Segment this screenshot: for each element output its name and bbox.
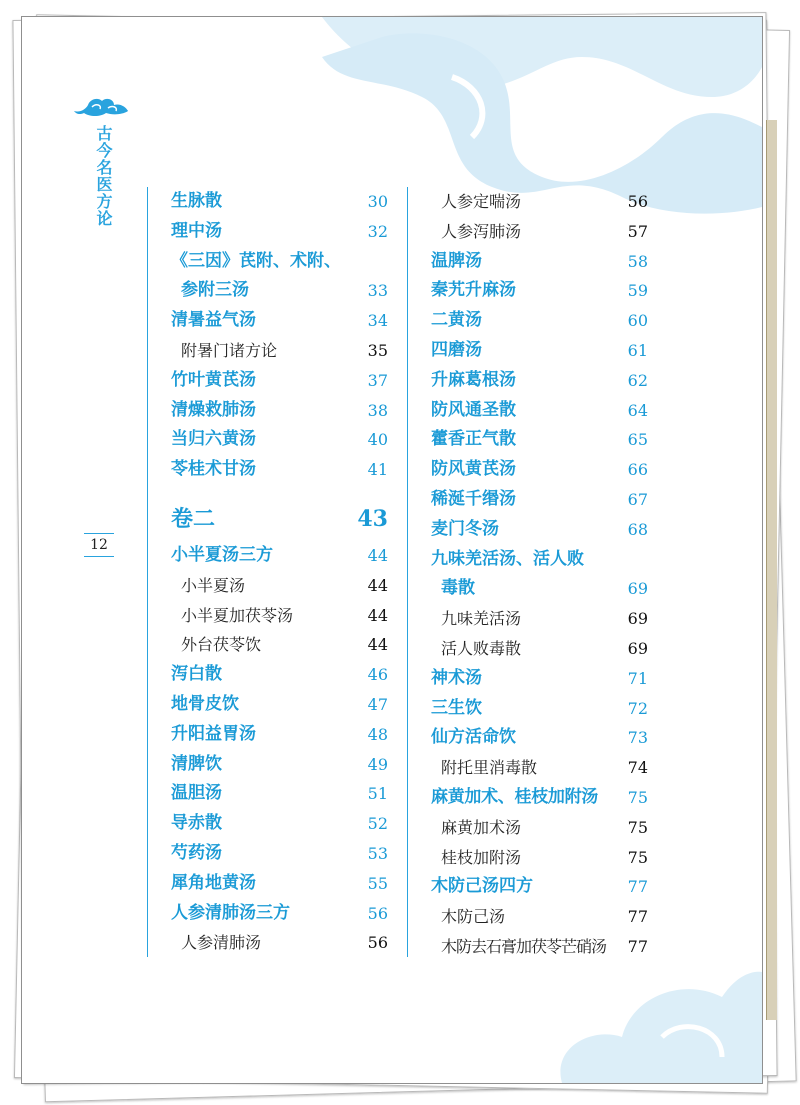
toc-entry-page: 44 <box>367 635 388 655</box>
toc-entry-page: 64 <box>627 400 648 420</box>
toc-entry-page: 37 <box>367 370 388 390</box>
toc-entry-title: 清暑益气汤 <box>171 310 256 331</box>
toc-entry[interactable] <box>148 899 388 929</box>
toc-entry-page: 71 <box>627 668 648 688</box>
toc-subentry[interactable] <box>148 601 388 631</box>
toc-entry-page: 69 <box>627 638 648 658</box>
toc-entry-title: 升麻葛根汤 <box>431 369 516 390</box>
toc-entry-title: 理中汤 <box>171 220 222 241</box>
toc-entry-page: 77 <box>627 877 648 897</box>
toc-entry-title: 九味羌活汤、活人败 <box>431 548 584 569</box>
toc-subentry[interactable] <box>408 187 648 217</box>
chapter-title: 卷二 <box>171 505 216 532</box>
toc-page <box>21 16 763 1084</box>
toc-entry-title: 芍药汤 <box>171 842 222 863</box>
toc-entry[interactable] <box>408 396 648 426</box>
toc-entry[interactable] <box>148 809 388 839</box>
toc-entry-page: 33 <box>367 281 388 301</box>
toc-entry[interactable] <box>148 247 388 277</box>
toc-entry[interactable] <box>408 306 648 336</box>
toc-entry-title: 木防己汤 <box>441 907 506 927</box>
toc-entry-title: 外台茯苓饮 <box>181 635 262 655</box>
toc-subentry[interactable] <box>148 630 388 660</box>
toc-entry[interactable] <box>408 425 648 455</box>
toc-entry[interactable] <box>408 783 648 813</box>
toc-entry-page: 58 <box>627 251 648 271</box>
toc-entry[interactable] <box>408 694 648 724</box>
toc-entry-page: 35 <box>367 340 388 360</box>
toc-entry-title: 秦艽升麻汤 <box>431 280 516 301</box>
toc-entry-title: 四磨汤 <box>431 339 482 360</box>
toc-entry-title: 犀角地黄汤 <box>171 872 256 893</box>
toc-entry-page: 47 <box>367 694 388 714</box>
toc-entry[interactable] <box>148 690 388 720</box>
toc-entry-title: 附暑门诸方论 <box>181 340 278 360</box>
toc-entry-page: 72 <box>627 698 648 718</box>
toc-entry-page: 77 <box>627 907 648 927</box>
toc-subentry[interactable] <box>408 634 648 664</box>
book-title-vertical: 古今名医方论 <box>94 125 113 227</box>
toc-subentry[interactable] <box>148 928 388 958</box>
toc-entry-page: 51 <box>367 784 388 804</box>
toc-entry-title: 小半夏汤三方 <box>171 544 273 565</box>
toc-entry-page: 52 <box>367 814 388 834</box>
toc-entry-title: 麦门冬汤 <box>431 518 499 539</box>
toc-entry-page: 46 <box>367 665 388 685</box>
toc-entry-title: 活人败毒散 <box>441 638 522 658</box>
toc-subentry[interactable] <box>408 753 648 783</box>
toc-subentry[interactable] <box>148 336 388 366</box>
toc-entry-title: 稀涎千缗汤 <box>431 488 516 509</box>
toc-entry[interactable] <box>148 366 388 396</box>
toc-entry-title: 温脾汤 <box>431 250 482 271</box>
toc-entry[interactable] <box>408 485 648 515</box>
toc-entry-page: 61 <box>627 340 648 360</box>
toc-entry[interactable] <box>408 515 648 545</box>
toc-entry[interactable] <box>148 306 388 336</box>
toc-entry-page: 55 <box>367 873 388 893</box>
toc-entry[interactable] <box>408 723 648 753</box>
cloud-pattern-top <box>22 17 762 217</box>
toc-entry[interactable] <box>408 574 648 604</box>
toc-entry[interactable] <box>148 217 388 247</box>
book-spine-edge <box>766 120 777 1020</box>
toc-entry[interactable] <box>148 541 388 571</box>
toc-entry[interactable] <box>148 720 388 750</box>
toc-entry[interactable] <box>148 839 388 869</box>
toc-entry-page: 75 <box>627 787 648 807</box>
toc-entry[interactable] <box>148 750 388 780</box>
toc-entry-title: 参附三汤 <box>181 280 249 301</box>
toc-entry-title: 竹叶黄芪汤 <box>171 369 256 390</box>
toc-entry-title: 清脾饮 <box>171 753 222 774</box>
toc-entry-page: 75 <box>627 847 648 867</box>
toc-entry-page: 48 <box>367 724 388 744</box>
toc-entry-page: 44 <box>367 575 388 595</box>
toc-entry[interactable] <box>148 779 388 809</box>
toc-entry-title: 防风通圣散 <box>431 399 516 420</box>
toc-entry-page: 66 <box>627 460 648 480</box>
toc-subentry[interactable] <box>408 813 648 843</box>
toc-entry[interactable] <box>148 187 388 217</box>
toc-subentry[interactable] <box>408 932 648 962</box>
toc-column-left <box>147 187 388 957</box>
toc-entry-title: 桂枝加附汤 <box>441 847 522 867</box>
toc-column-right <box>407 187 648 957</box>
toc-entry-title: 三生饮 <box>431 697 482 718</box>
toc-entry-title: 泻白散 <box>171 664 222 685</box>
toc-entry-page: 56 <box>627 192 648 211</box>
toc-entry-title: 清燥救肺汤 <box>171 399 256 420</box>
toc-entry-page: 62 <box>627 370 648 390</box>
toc-entry-page: 44 <box>367 545 388 565</box>
toc-entry-page: 34 <box>367 311 388 331</box>
toc-entry-page: 49 <box>367 754 388 774</box>
toc-subentry[interactable] <box>408 217 648 247</box>
toc-entry-page: 68 <box>627 519 648 539</box>
toc-entry[interactable] <box>408 872 648 902</box>
toc-entry-title: 毒散 <box>441 578 475 599</box>
toc-entry-page: 67 <box>627 489 648 509</box>
toc-subentry[interactable] <box>408 604 648 634</box>
toc-entry-title: 地骨皮饮 <box>171 693 239 714</box>
toc-entry-page: 38 <box>367 400 388 420</box>
toc-entry[interactable] <box>148 276 388 306</box>
toc-entry-page: 59 <box>627 281 648 301</box>
toc-entry-page: 30 <box>367 192 388 211</box>
toc-entry-title: 九味羌活汤 <box>441 609 522 629</box>
toc-entry-title: 生脉散 <box>171 191 222 211</box>
toc-entry[interactable] <box>408 276 648 306</box>
toc-entry-page: 65 <box>627 430 648 450</box>
toc-entry-title: 小半夏加茯苓汤 <box>181 605 294 625</box>
toc-entry-page: 56 <box>367 933 388 953</box>
toc-subentry[interactable] <box>148 571 388 601</box>
toc-entry-page: 60 <box>627 311 648 331</box>
toc-entry-page: 69 <box>627 579 648 599</box>
toc-entry-title: 附托里消毒散 <box>441 758 538 778</box>
toc-entry-title: 麻黄加术汤 <box>441 817 522 837</box>
toc-entry-page: 32 <box>367 221 388 241</box>
toc-entry-title: 温胆汤 <box>171 783 222 804</box>
toc-entry[interactable] <box>408 545 648 575</box>
toc-entry-title: 二黄汤 <box>431 310 482 331</box>
toc-entry-title: 麻黄加术、桂枝加附汤 <box>431 786 598 807</box>
toc-entry-title: 人参定喘汤 <box>441 192 522 211</box>
toc-entry-title: 苓桂术甘汤 <box>171 459 256 480</box>
toc-entry-page: 74 <box>627 758 648 778</box>
toc-entry-title: 当归六黄汤 <box>171 429 256 450</box>
toc-entry-title: 神术汤 <box>431 667 482 688</box>
toc-entry[interactable] <box>408 366 648 396</box>
cloud-logo-icon <box>72 95 132 119</box>
toc-entry[interactable] <box>408 247 648 277</box>
page-number: 12 <box>84 533 114 557</box>
toc-entry-title: 仙方活命饮 <box>431 727 516 748</box>
toc-entry-title: 升阳益胃汤 <box>171 723 256 744</box>
toc-entry-title: 人参清肺汤三方 <box>171 902 290 923</box>
toc-entry-page: 73 <box>627 728 648 748</box>
toc-entry[interactable] <box>148 660 388 690</box>
toc-entry-title: 导赤散 <box>171 813 222 834</box>
toc-entry[interactable] <box>408 664 648 694</box>
toc-entry-page: 75 <box>627 817 648 837</box>
toc-entry-page: 56 <box>367 903 388 923</box>
toc-entry[interactable] <box>148 425 388 455</box>
toc-entry-page: 69 <box>627 609 648 629</box>
toc-entry-title: 人参清肺汤 <box>181 933 262 953</box>
toc-entry-page: 44 <box>367 605 388 625</box>
toc-chapter-heading[interactable] <box>148 485 388 541</box>
toc-entry-page: 77 <box>627 936 648 956</box>
toc-entry-page: 40 <box>367 430 388 450</box>
toc-entry[interactable] <box>148 455 388 485</box>
toc-entry[interactable] <box>408 455 648 485</box>
toc-entry-title: 小半夏汤 <box>181 575 246 595</box>
toc-entry-page: 53 <box>367 843 388 863</box>
toc-entry[interactable] <box>148 869 388 899</box>
toc-entry-title: 木防己汤四方 <box>431 876 533 897</box>
toc-entry-page: 41 <box>367 460 388 480</box>
toc-subentry[interactable] <box>408 843 648 873</box>
toc-entry-title: 木防去石膏加茯苓芒硝汤 <box>441 936 607 956</box>
toc-entry-title: 藿香正气散 <box>431 429 516 450</box>
toc-entry-title: 人参泻肺汤 <box>441 221 522 241</box>
toc-entry[interactable] <box>148 396 388 426</box>
toc-entry[interactable] <box>408 336 648 366</box>
toc-entry-title: 防风黄芪汤 <box>431 459 516 480</box>
chapter-page: 43 <box>357 505 388 532</box>
toc-entry-page: 57 <box>627 221 648 241</box>
toc-subentry[interactable] <box>408 902 648 932</box>
cloud-pattern-bottom <box>22 937 762 1083</box>
toc-entry-title: 《三因》芪附、术附、 <box>171 250 341 271</box>
